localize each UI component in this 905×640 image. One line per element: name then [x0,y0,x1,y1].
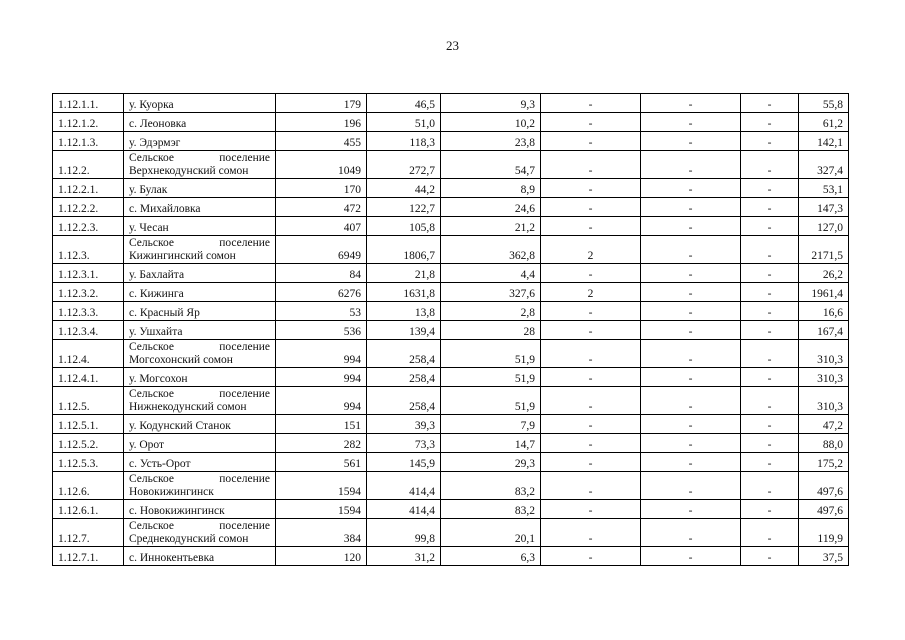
value-cell-5: - [641,179,741,198]
population-cell: 1594 [276,500,367,519]
population-cell: 179 [276,94,367,113]
name-line: с. Кижинга [129,288,184,300]
value-cell-2: 118,3 [367,132,441,151]
code-cell: 1.12.3.2. [53,283,124,302]
value-cell-3: 29,3 [441,453,541,472]
name-cell [124,113,276,132]
name-line: у. Орот [129,439,165,451]
name-cell [124,236,276,264]
code-cell: 1.12.2.2. [53,198,124,217]
population-cell: 407 [276,217,367,236]
name-line: у. Куорка [129,99,174,111]
name-line: с. Михайловка [129,203,201,215]
code-cell: 1.12.7.1. [53,547,124,566]
value-cell-6: - [741,453,799,472]
name-line: Верхнекодунский сомон [129,165,249,177]
population-cell: 120 [276,547,367,566]
value-cell-5: - [641,283,741,302]
value-cell-3: 54,7 [441,151,541,179]
value-cell-6: - [741,519,799,547]
value-cell-4: - [541,264,641,283]
population-cell: 53 [276,302,367,321]
total-cell: 142,1 [799,132,849,151]
total-cell: 147,3 [799,198,849,217]
total-cell: 310,3 [799,387,849,415]
name-line: Сельское поселение [129,237,270,249]
value-cell-3: 28 [441,321,541,340]
name-line: Нижнекодунский сомон [129,401,247,413]
value-cell-5: - [641,151,741,179]
value-cell-4: - [541,368,641,387]
name-cell [124,321,276,340]
value-cell-5: - [641,500,741,519]
table-row [53,472,849,500]
name-line: у. Булак [129,184,168,196]
value-cell-5: - [641,217,741,236]
code-cell: 1.12.2.3. [53,217,124,236]
code-cell: 1.12.6. [53,472,124,500]
value-cell-3: 23,8 [441,132,541,151]
value-cell-5: - [641,302,741,321]
value-cell-5: - [641,321,741,340]
name-cell [124,453,276,472]
population-cell: 151 [276,415,367,434]
table-body [53,94,849,566]
table-row [53,519,849,547]
name-cell [124,340,276,368]
value-cell-2: 258,4 [367,340,441,368]
name-cell [124,387,276,415]
value-cell-4: - [541,519,641,547]
value-cell-3: 8,9 [441,179,541,198]
value-cell-4: - [541,500,641,519]
name-line: Кижингинский сомон [129,250,236,262]
population-cell: 1594 [276,472,367,500]
total-cell: 55,8 [799,94,849,113]
value-cell-4: - [541,94,641,113]
total-cell: 47,2 [799,415,849,434]
table-row [53,453,849,472]
table-row [53,151,849,179]
value-cell-5: - [641,340,741,368]
name-line: Сельское поселение [129,388,270,400]
value-cell-2: 122,7 [367,198,441,217]
table-row [53,217,849,236]
value-cell-3: 20,1 [441,519,541,547]
value-cell-4: - [541,151,641,179]
table-row [53,198,849,217]
code-cell: 1.12.2. [53,151,124,179]
value-cell-5: - [641,519,741,547]
name-cell [124,132,276,151]
name-line: Сельское поселение [129,520,270,532]
total-cell: 37,5 [799,547,849,566]
value-cell-2: 414,4 [367,472,441,500]
table-row [53,132,849,151]
code-cell: 1.12.3.4. [53,321,124,340]
value-cell-6: - [741,500,799,519]
value-cell-6: - [741,236,799,264]
value-cell-6: - [741,434,799,453]
name-line: у. Могсохон [129,373,188,385]
table-row [53,321,849,340]
value-cell-4: - [541,302,641,321]
table-row [53,340,849,368]
name-line: с. Иннокентьевка [129,552,215,564]
total-cell: 175,2 [799,453,849,472]
value-cell-3: 51,9 [441,340,541,368]
population-cell: 472 [276,198,367,217]
value-cell-2: 51,0 [367,113,441,132]
table-row [53,302,849,321]
page-number: 23 [446,38,459,53]
table-row [53,236,849,264]
value-cell-3: 327,6 [441,283,541,302]
table-row [53,387,849,415]
code-cell: 1.12.5.3. [53,453,124,472]
table-row [53,264,849,283]
code-cell: 1.12.4. [53,340,124,368]
name-cell [124,198,276,217]
value-cell-5: - [641,94,741,113]
name-cell [124,151,276,179]
code-cell: 1.12.4.1. [53,368,124,387]
name-cell [124,519,276,547]
value-cell-6: - [741,283,799,302]
table-row [53,113,849,132]
code-cell: 1.12.1.3. [53,132,124,151]
value-cell-2: 272,7 [367,151,441,179]
name-line: Сельское поселение [129,473,270,485]
value-cell-6: - [741,94,799,113]
total-cell: 1961,4 [799,283,849,302]
value-cell-3: 83,2 [441,472,541,500]
value-cell-3: 362,8 [441,236,541,264]
code-cell: 1.12.3.1. [53,264,124,283]
value-cell-6: - [741,472,799,500]
name-line: Могсохонский сомон [129,354,233,366]
name-line: у. Ушхайта [129,326,183,338]
value-cell-6: - [741,387,799,415]
value-cell-5: - [641,472,741,500]
name-line: Новокижингинск [129,486,214,498]
population-cell: 536 [276,321,367,340]
value-cell-4: - [541,217,641,236]
name-cell [124,302,276,321]
value-cell-2: 414,4 [367,500,441,519]
value-cell-2: 31,2 [367,547,441,566]
name-line: с. Новокижингинск [129,505,225,517]
population-cell: 561 [276,453,367,472]
value-cell-4: - [541,434,641,453]
table-row [53,368,849,387]
total-cell: 310,3 [799,368,849,387]
value-cell-3: 21,2 [441,217,541,236]
total-cell: 327,4 [799,151,849,179]
total-cell: 61,2 [799,113,849,132]
value-cell-6: - [741,415,799,434]
value-cell-2: 258,4 [367,368,441,387]
name-cell [124,472,276,500]
value-cell-2: 46,5 [367,94,441,113]
value-cell-2: 99,8 [367,519,441,547]
value-cell-3: 9,3 [441,94,541,113]
name-line: Среднекодунский сомон [129,533,249,545]
value-cell-4: - [541,547,641,566]
value-cell-2: 1631,8 [367,283,441,302]
total-cell: 26,2 [799,264,849,283]
table-row [53,179,849,198]
population-cell: 84 [276,264,367,283]
name-line: с. Леоновка [129,118,187,130]
name-line: у. Бахлайта [129,269,185,281]
population-cell: 455 [276,132,367,151]
code-cell: 1.12.5.2. [53,434,124,453]
population-cell: 1049 [276,151,367,179]
name-line: Сельское поселение [129,152,270,164]
total-cell: 16,6 [799,302,849,321]
population-cell: 282 [276,434,367,453]
code-cell: 1.12.3. [53,236,124,264]
total-cell: 167,4 [799,321,849,340]
value-cell-3: 4,4 [441,264,541,283]
table-row [53,415,849,434]
name-cell [124,283,276,302]
value-cell-5: - [641,236,741,264]
value-cell-2: 139,4 [367,321,441,340]
value-cell-5: - [641,434,741,453]
name-line: с. Усть-Орот [129,458,191,470]
value-cell-5: - [641,387,741,415]
value-cell-4: - [541,340,641,368]
value-cell-3: 10,2 [441,113,541,132]
value-cell-2: 1806,7 [367,236,441,264]
value-cell-5: - [641,198,741,217]
value-cell-2: 73,3 [367,434,441,453]
name-cell [124,547,276,566]
total-cell: 127,0 [799,217,849,236]
value-cell-5: - [641,547,741,566]
value-cell-4: - [541,415,641,434]
total-cell: 497,6 [799,472,849,500]
total-cell: 310,3 [799,340,849,368]
value-cell-5: - [641,453,741,472]
name-line: с. Красный Яр [129,307,200,319]
value-cell-6: - [741,321,799,340]
population-cell: 994 [276,368,367,387]
value-cell-6: - [741,198,799,217]
table-row [53,434,849,453]
total-cell: 53,1 [799,179,849,198]
value-cell-5: - [641,415,741,434]
name-cell [124,368,276,387]
value-cell-3: 6,3 [441,547,541,566]
value-cell-3: 51,9 [441,387,541,415]
value-cell-2: 145,9 [367,453,441,472]
population-cell: 170 [276,179,367,198]
name-line: у. Чесан [129,222,169,234]
value-cell-6: - [741,340,799,368]
value-cell-6: - [741,302,799,321]
value-cell-6: - [741,113,799,132]
settlement-table [52,93,849,566]
total-cell: 497,6 [799,500,849,519]
name-cell [124,415,276,434]
population-cell: 6949 [276,236,367,264]
value-cell-2: 258,4 [367,387,441,415]
value-cell-6: - [741,132,799,151]
value-cell-4: 2 [541,283,641,302]
name-cell [124,179,276,198]
value-cell-3: 14,7 [441,434,541,453]
total-cell: 88,0 [799,434,849,453]
value-cell-3: 7,9 [441,415,541,434]
name-cell [124,217,276,236]
table-row [53,94,849,113]
value-cell-5: - [641,368,741,387]
value-cell-4: - [541,132,641,151]
value-cell-4: - [541,113,641,132]
value-cell-2: 44,2 [367,179,441,198]
value-cell-3: 2,8 [441,302,541,321]
population-cell: 384 [276,519,367,547]
value-cell-6: - [741,368,799,387]
value-cell-3: 51,9 [441,368,541,387]
value-cell-4: - [541,472,641,500]
total-cell: 119,9 [799,519,849,547]
name-cell [124,264,276,283]
value-cell-4: - [541,179,641,198]
total-cell: 2171,5 [799,236,849,264]
population-cell: 6276 [276,283,367,302]
value-cell-6: - [741,179,799,198]
name-line: у. Эдэрмэг [129,137,181,149]
value-cell-5: - [641,264,741,283]
code-cell: 1.12.1.1. [53,94,124,113]
value-cell-3: 83,2 [441,500,541,519]
code-cell: 1.12.5.1. [53,415,124,434]
table-row [53,283,849,302]
value-cell-5: - [641,113,741,132]
value-cell-4: - [541,387,641,415]
value-cell-2: 13,8 [367,302,441,321]
code-cell: 1.12.6.1. [53,500,124,519]
name-cell [124,434,276,453]
name-line: Сельское поселение [129,341,270,353]
value-cell-6: - [741,547,799,566]
value-cell-2: 39,3 [367,415,441,434]
code-cell: 1.12.7. [53,519,124,547]
value-cell-3: 24,6 [441,198,541,217]
value-cell-4: - [541,198,641,217]
table-row [53,547,849,566]
value-cell-6: - [741,217,799,236]
value-cell-6: - [741,151,799,179]
value-cell-4: 2 [541,236,641,264]
code-cell: 1.12.5. [53,387,124,415]
value-cell-5: - [641,132,741,151]
population-cell: 994 [276,340,367,368]
value-cell-4: - [541,321,641,340]
value-cell-6: - [741,264,799,283]
value-cell-2: 21,8 [367,264,441,283]
table-row [53,500,849,519]
name-cell [124,500,276,519]
name-cell [124,94,276,113]
code-cell: 1.12.3.3. [53,302,124,321]
value-cell-4: - [541,453,641,472]
name-line: у. Кодунский Станок [129,420,231,432]
code-cell: 1.12.2.1. [53,179,124,198]
value-cell-2: 105,8 [367,217,441,236]
population-cell: 196 [276,113,367,132]
population-cell: 994 [276,387,367,415]
code-cell: 1.12.1.2. [53,113,124,132]
